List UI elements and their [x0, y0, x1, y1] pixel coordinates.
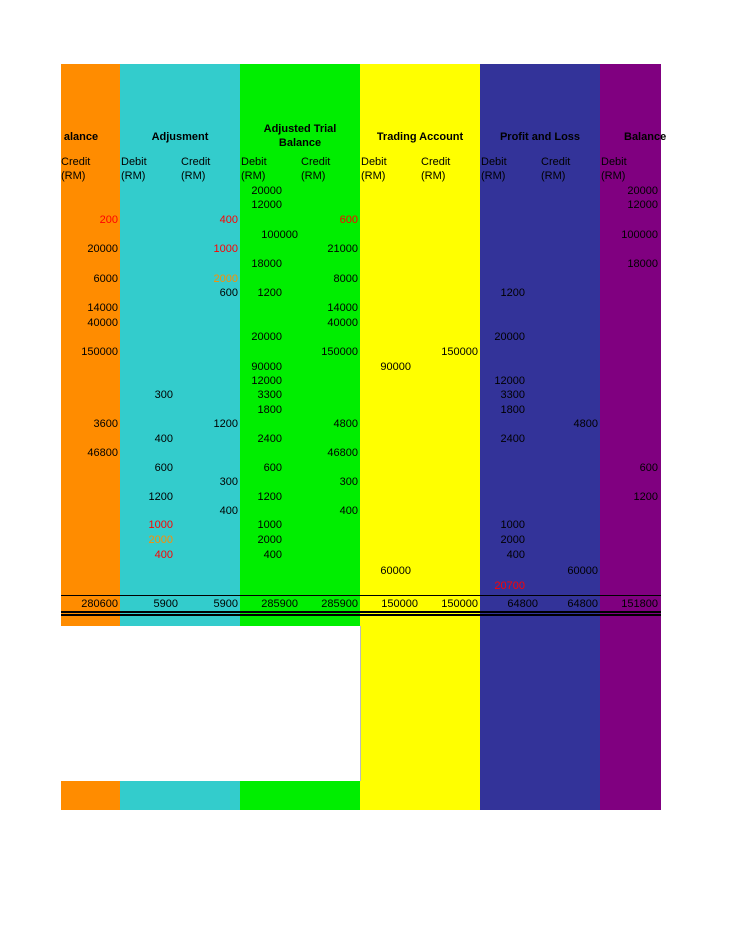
cell-atb-d[interactable]: 3300: [257, 389, 282, 401]
total-pl-d[interactable]: 64800: [507, 598, 538, 610]
cell-adj-d[interactable]: 1000: [148, 519, 173, 531]
total-bs-d[interactable]: 151800: [621, 598, 658, 610]
cell-tb-c[interactable]: 200: [99, 214, 118, 226]
cell-atb-c[interactable]: 14000: [327, 302, 358, 314]
cell-adj-d[interactable]: 400: [154, 433, 173, 445]
cell-tr-c[interactable]: 150000: [441, 346, 478, 358]
cell-atb-c[interactable]: 300: [339, 476, 358, 488]
cell-bs-d[interactable]: 100000: [621, 229, 658, 241]
column-header-unit: (RM): [301, 170, 326, 182]
column-header-label: Debit: [601, 156, 627, 168]
cell-atb-d[interactable]: 2000: [257, 534, 282, 546]
cell-tr-d[interactable]: 90000: [380, 361, 411, 373]
total-atb-d[interactable]: 285900: [261, 598, 298, 610]
cell-tb-c[interactable]: 3600: [93, 418, 118, 430]
cell-atb-d[interactable]: 18000: [251, 258, 282, 270]
cell-bs-d[interactable]: 20000: [627, 185, 658, 197]
column-header-unit: (RM): [541, 170, 566, 182]
section-title-adjustment: Adjusment: [151, 131, 209, 143]
total-double-underline: [61, 611, 661, 613]
cell-pl-c[interactable]: 60000: [567, 565, 598, 577]
cell-bs-d[interactable]: 1200: [633, 491, 658, 503]
cell-atb-d[interactable]: 1200: [257, 491, 282, 503]
cell-atb-c[interactable]: 21000: [327, 243, 358, 255]
total-tb-c[interactable]: 280600: [81, 598, 118, 610]
section-title-adjusted-trial-balance: Adjusted Trial Balance: [263, 123, 337, 149]
column-header-unit: (RM): [241, 170, 266, 182]
cell-atb-d[interactable]: 1000: [257, 519, 282, 531]
total-atb-c[interactable]: 285900: [321, 598, 358, 610]
cell-bs-d[interactable]: 12000: [627, 199, 658, 211]
cell-atb-d[interactable]: 20000: [251, 331, 282, 343]
cell-atb-c[interactable]: 600: [339, 214, 358, 226]
section-title-trading-account: Trading Account: [376, 131, 464, 143]
cell-atb-d[interactable]: 400: [263, 549, 282, 561]
cell-adj-c[interactable]: 400: [219, 214, 238, 226]
cell-tb-c[interactable]: 46800: [87, 447, 118, 459]
cell-tb-c[interactable]: 6000: [93, 273, 118, 285]
column-header-label: Debit: [361, 156, 387, 168]
cell-atb-c[interactable]: 46800: [327, 447, 358, 459]
cell-tb-c[interactable]: 14000: [87, 302, 118, 314]
cell-atb-d[interactable]: 1800: [257, 404, 282, 416]
cell-adj-d[interactable]: 400: [154, 549, 173, 561]
column-header-unit: (RM): [601, 170, 626, 182]
worksheet: [61, 64, 667, 810]
total-pl-c[interactable]: 64800: [567, 598, 598, 610]
cell-atb-c[interactable]: 150000: [321, 346, 358, 358]
section-title-balance-sheet: Balance: [624, 131, 667, 143]
column-header-unit: (RM): [181, 170, 206, 182]
total-tr-d[interactable]: 150000: [381, 598, 418, 610]
column-header-unit: (RM): [481, 170, 506, 182]
cell-adj-d[interactable]: 2000: [148, 534, 173, 546]
total-top-rule: [61, 595, 661, 596]
cell-bs-d[interactable]: 18000: [627, 258, 658, 270]
section-title-profit-and-loss: Profit and Loss: [499, 131, 581, 143]
cell-pl-d[interactable]: 20000: [494, 331, 525, 343]
cell-atb-d[interactable]: 600: [263, 462, 282, 474]
cell-pl-d[interactable]: 1200: [500, 287, 525, 299]
cell-atb-c[interactable]: 400: [339, 505, 358, 517]
cell-adj-c[interactable]: 400: [219, 505, 238, 517]
total-adj-c[interactable]: 5900: [213, 598, 238, 610]
column-header-unit: (RM): [121, 170, 146, 182]
cell-adj-d[interactable]: 600: [154, 462, 173, 474]
cell-tb-c[interactable]: 40000: [87, 317, 118, 329]
column-header-label: Credit: [301, 156, 331, 168]
cell-atb-d[interactable]: 90000: [251, 361, 282, 373]
cell-atb-d[interactable]: 20000: [251, 185, 282, 197]
column-header-unit: (RM): [61, 170, 86, 182]
cell-adj-c[interactable]: 600: [219, 287, 238, 299]
cell-pl-d[interactable]: 2000: [500, 534, 525, 546]
total-double-underline: [61, 614, 661, 616]
cell-bs-d[interactable]: 600: [639, 462, 658, 474]
cell-atb-c[interactable]: 8000: [333, 273, 358, 285]
cell-atb-d[interactable]: 2400: [257, 433, 282, 445]
cell-tb-c[interactable]: 150000: [81, 346, 118, 358]
total-tr-c[interactable]: 150000: [441, 598, 478, 610]
cell-tb-c[interactable]: 20000: [87, 243, 118, 255]
cell-adj-c[interactable]: 300: [219, 476, 238, 488]
cell-adj-d[interactable]: 1200: [148, 491, 173, 503]
cell-atb-d[interactable]: 1200: [257, 287, 282, 299]
column-header-unit: (RM): [361, 170, 386, 182]
column-header-label: Credit: [541, 156, 571, 168]
cell-atb-d[interactable]: 100000: [261, 229, 298, 241]
total-adj-d[interactable]: 5900: [153, 598, 178, 610]
cell-pl-d[interactable]: 2400: [500, 433, 525, 445]
cell-pl-d[interactable]: 12000: [494, 375, 525, 387]
cell-pl-d[interactable]: 3300: [500, 389, 525, 401]
column-header-unit: (RM): [421, 170, 446, 182]
column-header-label: Debit: [121, 156, 147, 168]
blank-area: [61, 626, 361, 781]
section-title-trial-balance: alance: [63, 131, 99, 143]
cell-adj-c[interactable]: 2000: [213, 273, 238, 285]
cell-atb-c[interactable]: 40000: [327, 317, 358, 329]
cell-atb-d[interactable]: 12000: [251, 375, 282, 387]
cell-pl-c[interactable]: 4800: [573, 418, 598, 430]
cell-pl-d[interactable]: 400: [506, 549, 525, 561]
column-header-label: Credit: [421, 156, 451, 168]
cell-pl-d[interactable]: 1000: [500, 519, 525, 531]
cell-pl-d[interactable]: 1800: [500, 404, 525, 416]
column-header-label: Debit: [241, 156, 267, 168]
column-header-label: Debit: [481, 156, 507, 168]
cell-adj-c[interactable]: 1200: [213, 418, 238, 430]
cell-pl-d[interactable]: 20700: [494, 580, 525, 592]
column-header-label: Credit: [61, 156, 91, 168]
cell-atb-c[interactable]: 4800: [333, 418, 358, 430]
cell-adj-c[interactable]: 1000: [213, 243, 238, 255]
cell-adj-d[interactable]: 300: [154, 389, 173, 401]
column-header-label: Credit: [181, 156, 211, 168]
cell-atb-d[interactable]: 12000: [251, 199, 282, 211]
cell-tr-d[interactable]: 60000: [380, 565, 411, 577]
